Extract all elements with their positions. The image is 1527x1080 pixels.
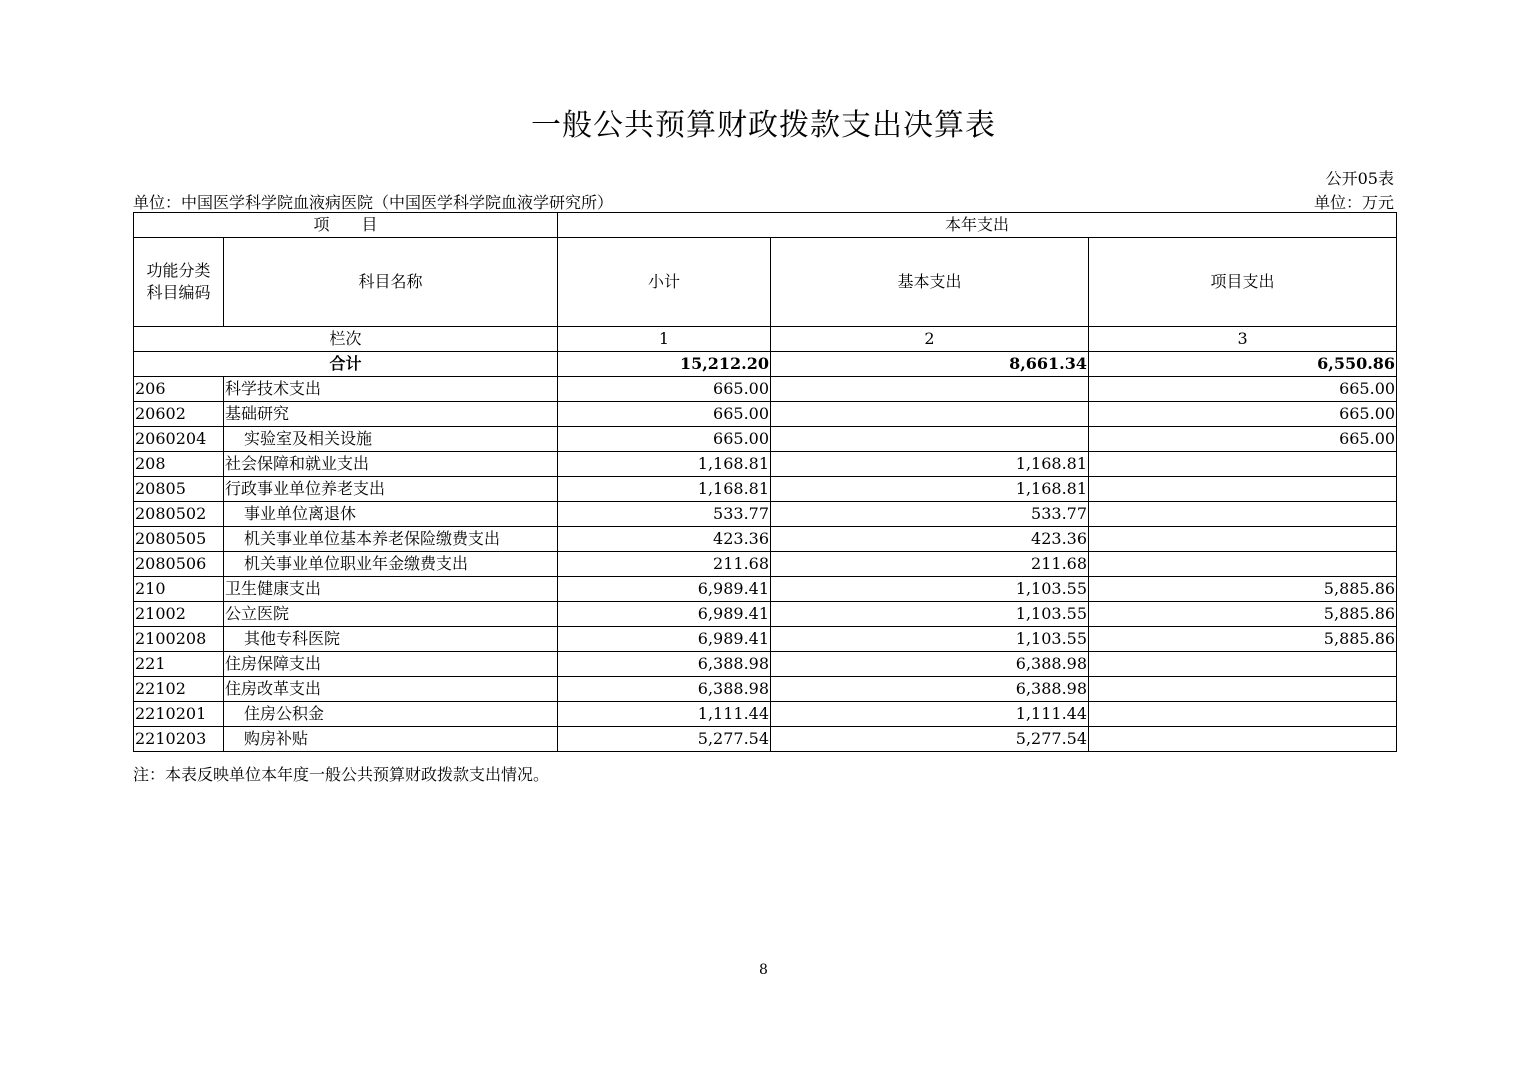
row-name: 事业单位离退休 xyxy=(224,502,558,527)
row-code: 2210201 xyxy=(134,702,224,727)
header-subtotal: 小计 xyxy=(558,238,771,327)
column-order-row xyxy=(134,327,1397,352)
total-label: 合计 xyxy=(134,352,558,377)
row-name: 购房补贴 xyxy=(224,727,558,752)
row-basic: 1,103.55 xyxy=(771,577,1089,602)
row-code: 20602 xyxy=(134,402,224,427)
header-row-2 xyxy=(134,238,1397,327)
expenditure-table xyxy=(133,212,1397,752)
row-subtotal: 211.68 xyxy=(558,552,771,577)
header-project: 项目支出 xyxy=(1089,238,1397,327)
column-number-2: 2 xyxy=(771,327,1089,352)
header-item: 项 目 xyxy=(134,213,558,238)
column-number-1: 1 xyxy=(558,327,771,352)
table-row xyxy=(134,702,1397,727)
row-name: 住房保障支出 xyxy=(224,652,558,677)
row-subtotal: 6,989.41 xyxy=(558,627,771,652)
row-project: 5,885.86 xyxy=(1089,602,1397,627)
row-code: 2080502 xyxy=(134,502,224,527)
header-name: 科目名称 xyxy=(224,238,558,327)
table-row xyxy=(134,552,1397,577)
row-project xyxy=(1089,527,1397,552)
row-code: 2100208 xyxy=(134,627,224,652)
row-basic: 1,103.55 xyxy=(771,602,1089,627)
table-row xyxy=(134,677,1397,702)
header-code: 功能分类 科目编码 xyxy=(134,238,224,327)
row-basic: 6,388.98 xyxy=(771,677,1089,702)
footnote: 注：本表反映单位本年度一般公共预算财政拨款支出情况。 xyxy=(133,765,550,784)
form-number: 公开05表 xyxy=(1325,169,1394,188)
table-row xyxy=(134,377,1397,402)
column-number-3: 3 xyxy=(1089,327,1397,352)
row-code: 2080506 xyxy=(134,552,224,577)
row-code: 221 xyxy=(134,652,224,677)
total-basic: 8,661.34 xyxy=(771,352,1089,377)
row-basic: 5,277.54 xyxy=(771,727,1089,752)
row-name: 卫生健康支出 xyxy=(224,577,558,602)
row-subtotal: 5,277.54 xyxy=(558,727,771,752)
table-row xyxy=(134,602,1397,627)
row-subtotal: 533.77 xyxy=(558,502,771,527)
row-name: 行政事业单位养老支出 xyxy=(224,477,558,502)
header-row-1 xyxy=(134,213,1397,238)
row-basic: 1,168.81 xyxy=(771,477,1089,502)
row-name: 社会保障和就业支出 xyxy=(224,452,558,477)
row-basic: 1,103.55 xyxy=(771,627,1089,652)
row-project: 665.00 xyxy=(1089,377,1397,402)
row-basic: 211.68 xyxy=(771,552,1089,577)
row-name: 机关事业单位职业年金缴费支出 xyxy=(224,552,558,577)
row-code: 2060204 xyxy=(134,427,224,452)
row-code: 20805 xyxy=(134,477,224,502)
row-project xyxy=(1089,702,1397,727)
row-basic: 533.77 xyxy=(771,502,1089,527)
table-row xyxy=(134,502,1397,527)
row-code: 2210203 xyxy=(134,727,224,752)
table-row xyxy=(134,452,1397,477)
row-subtotal: 1,168.81 xyxy=(558,452,771,477)
row-subtotal: 6,989.41 xyxy=(558,602,771,627)
row-project: 5,885.86 xyxy=(1089,577,1397,602)
row-code: 208 xyxy=(134,452,224,477)
row-subtotal: 423.36 xyxy=(558,527,771,552)
table-row xyxy=(134,402,1397,427)
row-code: 2080505 xyxy=(134,527,224,552)
row-code: 210 xyxy=(134,577,224,602)
row-basic: 423.36 xyxy=(771,527,1089,552)
row-name: 科学技术支出 xyxy=(224,377,558,402)
page-title: 一般公共预算财政拨款支出决算表 xyxy=(531,108,996,143)
row-name: 机关事业单位基本养老保险缴费支出 xyxy=(224,527,558,552)
header-current-year: 本年支出 xyxy=(558,213,1397,238)
row-basic xyxy=(771,377,1089,402)
unit-organization: 单位：中国医学科学院血液病医院（中国医学科学院血液学研究所） xyxy=(133,193,614,212)
row-basic: 1,168.81 xyxy=(771,452,1089,477)
header-basic: 基本支出 xyxy=(771,238,1089,327)
row-subtotal: 6,989.41 xyxy=(558,577,771,602)
row-project: 5,885.86 xyxy=(1089,627,1397,652)
table-row xyxy=(134,427,1397,452)
row-name: 基础研究 xyxy=(224,402,558,427)
row-project xyxy=(1089,677,1397,702)
row-project xyxy=(1089,727,1397,752)
row-project: 665.00 xyxy=(1089,427,1397,452)
row-project xyxy=(1089,452,1397,477)
row-subtotal: 6,388.98 xyxy=(558,677,771,702)
table-row xyxy=(134,652,1397,677)
table-row xyxy=(134,527,1397,552)
row-name: 住房改革支出 xyxy=(224,677,558,702)
page-number: 8 xyxy=(759,962,768,978)
total-row xyxy=(134,352,1397,377)
table-row xyxy=(134,477,1397,502)
row-project xyxy=(1089,652,1397,677)
row-project xyxy=(1089,502,1397,527)
total-subtotal: 15,212.20 xyxy=(558,352,771,377)
row-code: 206 xyxy=(134,377,224,402)
row-basic: 1,111.44 xyxy=(771,702,1089,727)
table-row xyxy=(134,727,1397,752)
row-subtotal: 1,111.44 xyxy=(558,702,771,727)
row-subtotal: 665.00 xyxy=(558,427,771,452)
row-code: 21002 xyxy=(134,602,224,627)
row-basic xyxy=(771,427,1089,452)
row-name: 住房公积金 xyxy=(224,702,558,727)
row-basic xyxy=(771,402,1089,427)
row-project: 665.00 xyxy=(1089,402,1397,427)
column-order-label: 栏次 xyxy=(134,327,558,352)
row-project xyxy=(1089,552,1397,577)
row-name: 公立医院 xyxy=(224,602,558,627)
row-subtotal: 1,168.81 xyxy=(558,477,771,502)
total-project: 6,550.86 xyxy=(1089,352,1397,377)
row-project xyxy=(1089,477,1397,502)
row-subtotal: 665.00 xyxy=(558,402,771,427)
unit-currency: 单位：万元 xyxy=(1313,193,1394,212)
row-subtotal: 6,388.98 xyxy=(558,652,771,677)
row-code: 22102 xyxy=(134,677,224,702)
row-name: 实验室及相关设施 xyxy=(224,427,558,452)
row-subtotal: 665.00 xyxy=(558,377,771,402)
table-row xyxy=(134,577,1397,602)
row-basic: 6,388.98 xyxy=(771,652,1089,677)
table-row xyxy=(134,627,1397,652)
row-name: 其他专科医院 xyxy=(224,627,558,652)
